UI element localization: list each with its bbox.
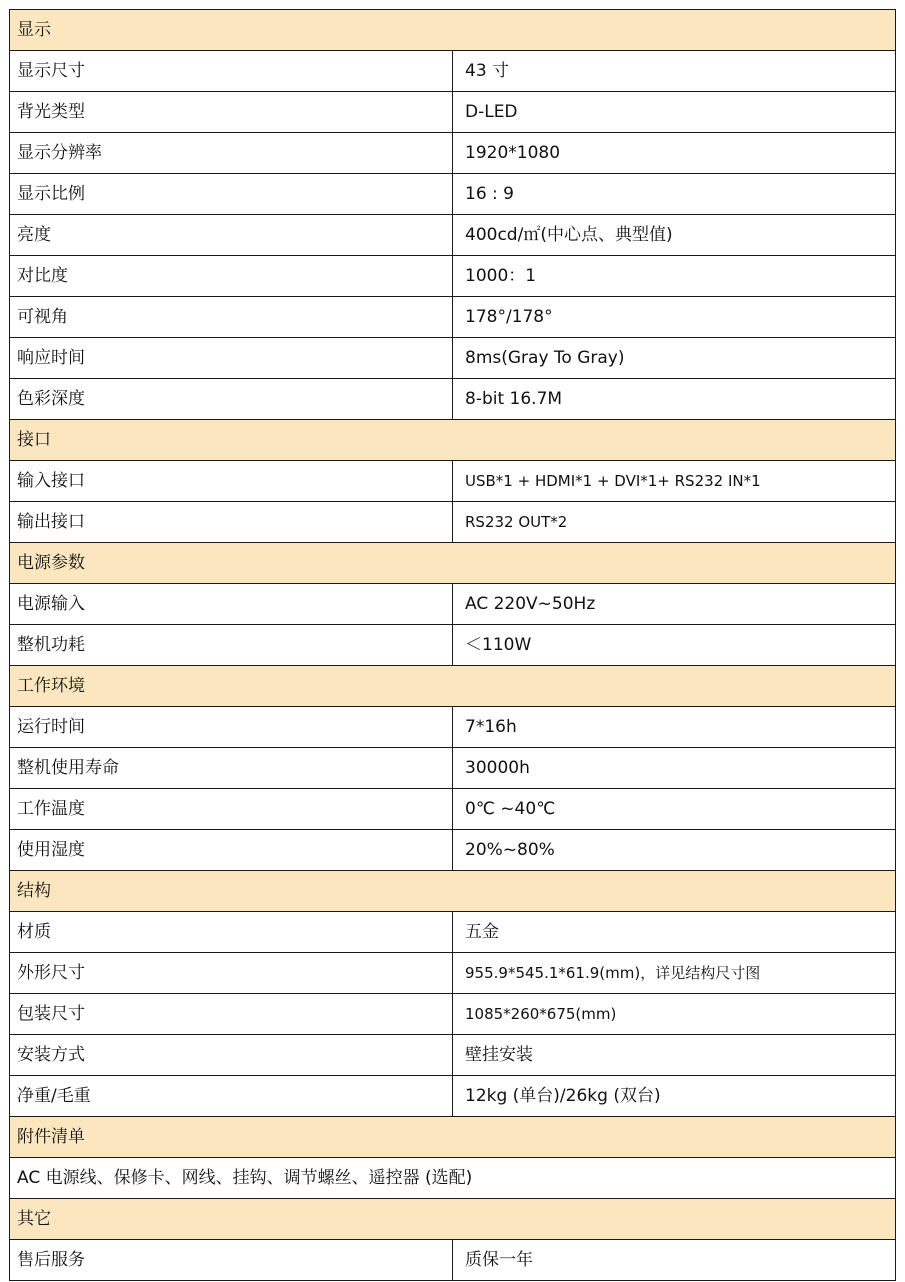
spec-value: ＜110W [453, 625, 896, 666]
spec-value: 1000：1 [453, 256, 896, 297]
spec-label: 对比度 [10, 256, 453, 297]
spec-row-resolution [10, 133, 896, 174]
section-title: 结构 [10, 871, 896, 912]
spec-label: 显示分辨率 [10, 133, 453, 174]
spec-row-weight [10, 1076, 896, 1117]
section-header-structure [10, 871, 896, 912]
spec-row-lifespan [10, 748, 896, 789]
spec-label: 材质 [10, 912, 453, 953]
spec-value: 7*16h [453, 707, 896, 748]
spec-row-run-time [10, 707, 896, 748]
spec-value: 16 : 9 [453, 174, 896, 215]
spec-value: 955.9*545.1*61.9(mm)，详见结构尺寸图 [453, 953, 896, 994]
spec-value: 1085*260*675(mm) [453, 994, 896, 1035]
spec-label: 运行时间 [10, 707, 453, 748]
spec-label: 使用湿度 [10, 830, 453, 871]
spec-value: RS232 OUT*2 [453, 502, 896, 543]
spec-table [9, 9, 896, 1281]
spec-label: 亮度 [10, 215, 453, 256]
section-header-accessories [10, 1117, 896, 1158]
spec-label: 整机功耗 [10, 625, 453, 666]
spec-row-response-time [10, 338, 896, 379]
accessories-row [10, 1158, 896, 1199]
spec-label: 显示比例 [10, 174, 453, 215]
spec-row-viewing-angle [10, 297, 896, 338]
spec-row-aspect-ratio [10, 174, 896, 215]
section-title: 工作环境 [10, 666, 896, 707]
spec-value: 1920*1080 [453, 133, 896, 174]
section-title: 附件清单 [10, 1117, 896, 1158]
spec-value: 400cd/㎡(中心点、典型值) [453, 215, 896, 256]
spec-value: 20%~80% [453, 830, 896, 871]
spec-value: 0℃ ~40℃ [453, 789, 896, 830]
accessories-list: AC 电源线、保修卡、网线、挂钩、调节螺丝、遥控器 (选配) [10, 1158, 896, 1199]
section-header-display [10, 10, 896, 51]
spec-value: 8-bit 16.7M [453, 379, 896, 420]
spec-value: 五金 [453, 912, 896, 953]
spec-label: 电源输入 [10, 584, 453, 625]
spec-row-color-depth [10, 379, 896, 420]
spec-row-dimensions [10, 953, 896, 994]
spec-label: 输出接口 [10, 502, 453, 543]
spec-row-package-size [10, 994, 896, 1035]
section-title: 显示 [10, 10, 896, 51]
section-header-environment [10, 666, 896, 707]
spec-value: 43 寸 [453, 51, 896, 92]
spec-row-after-sales [10, 1240, 896, 1281]
spec-row-material [10, 912, 896, 953]
spec-value: 8ms(Gray To Gray) [453, 338, 896, 379]
spec-row-display-size [10, 51, 896, 92]
spec-value: 12kg (单台)/26kg (双台) [453, 1076, 896, 1117]
section-title: 接口 [10, 420, 896, 461]
section-header-other [10, 1199, 896, 1240]
spec-row-brightness [10, 215, 896, 256]
spec-value: 178°/178° [453, 297, 896, 338]
spec-label: 外形尺寸 [10, 953, 453, 994]
spec-label: 安装方式 [10, 1035, 453, 1076]
spec-value: 30000h [453, 748, 896, 789]
spec-label: 可视角 [10, 297, 453, 338]
spec-row-power-consumption [10, 625, 896, 666]
spec-label: 响应时间 [10, 338, 453, 379]
spec-value: 壁挂安装 [453, 1035, 896, 1076]
spec-label: 输入接口 [10, 461, 453, 502]
spec-value: 质保一年 [453, 1240, 896, 1281]
section-title: 其它 [10, 1199, 896, 1240]
spec-label: 售后服务 [10, 1240, 453, 1281]
spec-label: 净重/毛重 [10, 1076, 453, 1117]
spec-row-temperature [10, 789, 896, 830]
spec-value: USB*1 + HDMI*1 + DVI*1+ RS232 IN*1 [453, 461, 896, 502]
spec-row-power-input [10, 584, 896, 625]
spec-row-input-ports [10, 461, 896, 502]
spec-label: 显示尺寸 [10, 51, 453, 92]
spec-value: D-LED [453, 92, 896, 133]
spec-row-humidity [10, 830, 896, 871]
spec-row-output-ports [10, 502, 896, 543]
spec-label: 背光类型 [10, 92, 453, 133]
spec-label: 包装尺寸 [10, 994, 453, 1035]
spec-value: AC 220V~50Hz [453, 584, 896, 625]
spec-label: 工作温度 [10, 789, 453, 830]
spec-label: 色彩深度 [10, 379, 453, 420]
section-title: 电源参数 [10, 543, 896, 584]
spec-row-backlight [10, 92, 896, 133]
section-header-interface [10, 420, 896, 461]
spec-row-contrast [10, 256, 896, 297]
spec-label: 整机使用寿命 [10, 748, 453, 789]
section-header-power [10, 543, 896, 584]
spec-row-mounting [10, 1035, 896, 1076]
